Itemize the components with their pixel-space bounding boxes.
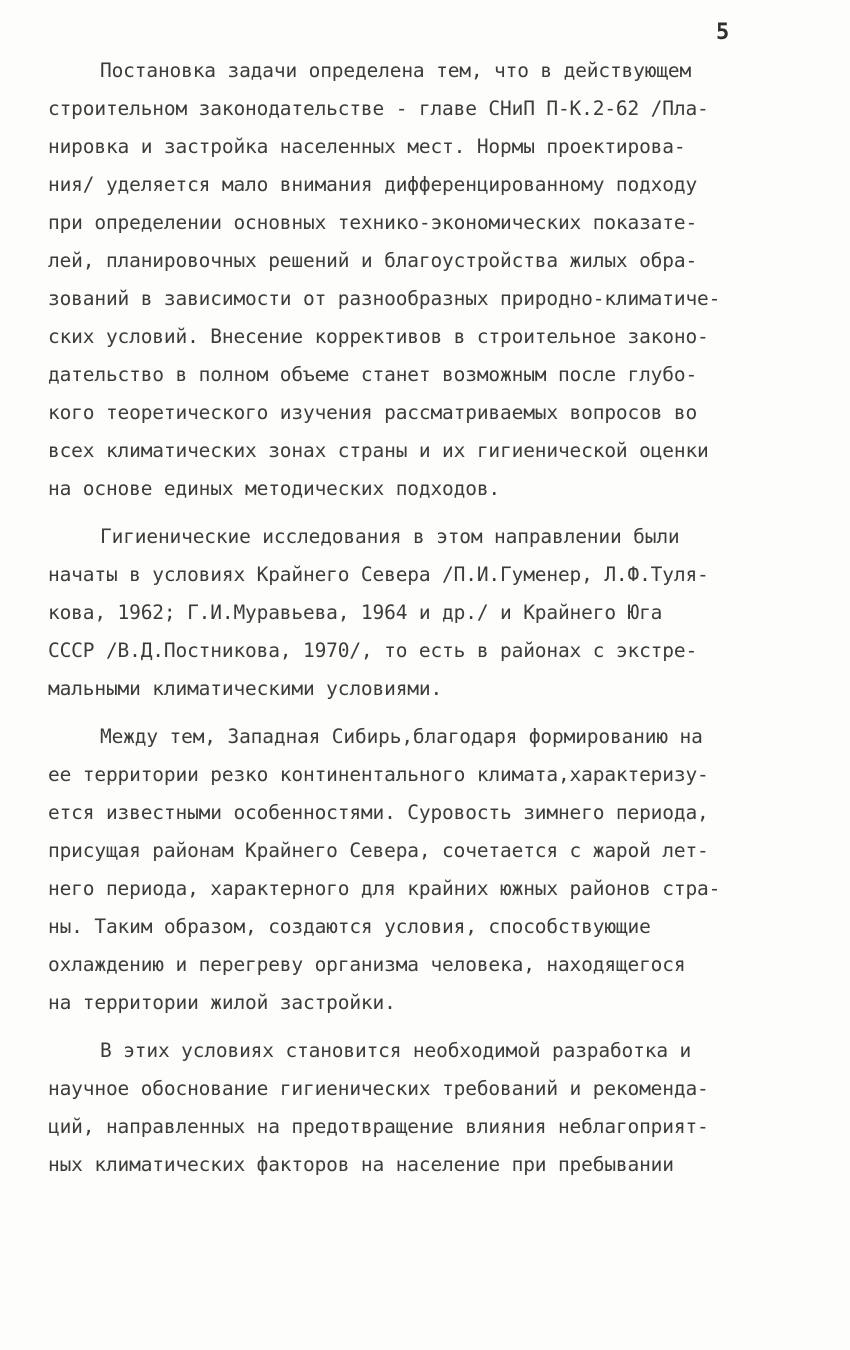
text-line: на основе единых методических подходов. bbox=[48, 477, 501, 500]
text-line: ны. Таким образом, создаются условия, способствующие bbox=[48, 915, 651, 938]
text-line: на территории жилой застройки. bbox=[48, 991, 396, 1014]
text-line: Гигиенические исследования в этом направлении были bbox=[100, 525, 680, 548]
page-number: 5 bbox=[716, 20, 730, 45]
text-line: ных климатических факторов на население при пребывании bbox=[48, 1153, 674, 1176]
text-line: научное обоснование гигиенических требований и рекоменда- bbox=[48, 1077, 709, 1100]
text-line: Между тем, Западная Сибирь,благодаря формированию на bbox=[100, 725, 703, 748]
text-line: ских условий. Внесение коррективов в строительное законо- bbox=[48, 325, 709, 348]
text-line: зований в зависимости от разнообразных природно-климатиче- bbox=[48, 287, 721, 310]
text-line: кого теоретического изучения рассматриваемых вопросов во bbox=[48, 401, 698, 424]
text-line: нировка и застройка населенных мест. Нормы проектирова- bbox=[48, 135, 686, 158]
text-line: дательство в полном объеме станет возможным после глубо- bbox=[48, 363, 698, 386]
text-line: ций, направленных на предотвращение влияния неблагоприят- bbox=[48, 1115, 709, 1138]
text-line: Постановка задачи определена тем, что в действующем bbox=[100, 59, 692, 82]
text-line: мальными климатическими условиями. bbox=[48, 677, 443, 700]
text-line: ется известными особенностями. Суровость зимнего периода, bbox=[48, 801, 709, 824]
text-line: В этих условиях становится необходимой разработка и bbox=[100, 1039, 692, 1062]
text-line: при определении основных технико-экономических показате- bbox=[48, 211, 698, 234]
text-line: лей, планировочных решений и благоустройства жилых обра- bbox=[48, 249, 698, 272]
text-line: строительном законодательстве - главе СНиП П-К.2-62 /Пла- bbox=[48, 97, 709, 120]
text-line: охлаждению и перегреву организма человека, находящегося bbox=[48, 953, 686, 976]
text-line: присущая районам Крайнего Севера, сочетается с жарой лет- bbox=[48, 839, 709, 862]
text-line: него периода, характерного для крайних южных районов стра- bbox=[48, 877, 721, 900]
text-line: всех климатических зонах страны и их гигиенической оценки bbox=[48, 439, 709, 462]
text-line: ния/ уделяется мало внимания дифференцированному подходу bbox=[48, 173, 698, 196]
text-line: кова, 1962; Г.И.Муравьева, 1964 и др./ и Крайнего Юга bbox=[48, 601, 663, 624]
text-line: ее территории резко континентального климата,характеризу- bbox=[48, 763, 709, 786]
text-line: начаты в условиях Крайнего Севера /П.И.Гуменер, Л.Ф.Туля- bbox=[48, 563, 709, 586]
text-line: СССР /В.Д.Постникова, 1970/, то есть в районах с экстре- bbox=[48, 639, 698, 662]
